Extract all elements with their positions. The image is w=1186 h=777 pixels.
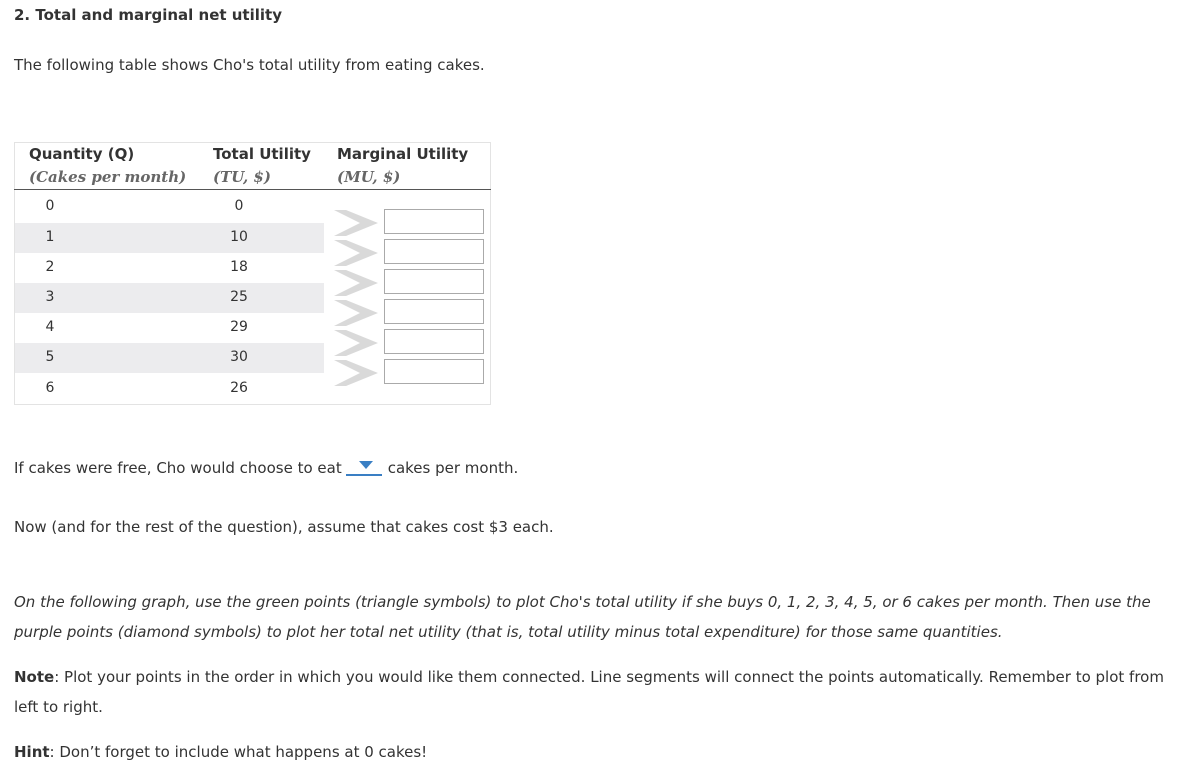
marginal-utility-input-4[interactable] [384,299,484,324]
chevron-right-icon [334,328,380,358]
header-total-utility: Total Utility [213,145,311,163]
total-utility-cell: 30 [230,349,248,365]
quantity-cell: 0 [45,198,55,214]
marginal-utility-input-2[interactable] [384,239,484,264]
total-utility-cell: 29 [230,319,248,335]
cost-text: Now (and for the rest of the question), assume that cakes cost $3 each. [14,518,554,536]
free-question-after: cakes per month. [387,459,519,477]
header-divider [14,189,491,190]
question-title: 2. Total and marginal net utility [14,6,282,24]
cakes-dropdown[interactable] [346,458,382,476]
chevron-right-icon [334,358,380,388]
total-utility-cell: 10 [230,229,248,245]
note-text [14,662,1174,722]
total-utility-cell: 18 [230,259,248,275]
chevron-right-icon [334,298,380,328]
marginal-utility-input-6[interactable] [384,359,484,384]
total-utility-cell: 25 [230,289,248,305]
quantity-cell: 6 [45,380,55,396]
free-cakes-question [14,458,1174,477]
hint-text [14,737,1174,767]
quantity-cell: 2 [45,259,55,275]
graph-instructions: On the following graph, use the green points (triangle symbols) to plot Cho's total utility if she buys 0, 1, 2, 3, 4, 5, or 6 cakes per month. Then use the purple points (diamond symbols) to plot her total net utility (that is, total utility minus total expenditure) for those same quantities. [14,593,1151,641]
chevron-right-icon [334,268,380,298]
marginal-utility-input-5[interactable] [384,329,484,354]
quantity-cell: 3 [45,289,55,305]
header-marginal-utility: Marginal Utility [337,145,469,163]
hint-body: : Don’t forget to include what happens at 0 cakes! [49,743,428,761]
header-quantity-unit: (Cakes per month) [29,168,187,186]
total-utility-cell: 0 [234,198,244,214]
note-label: Note [14,668,55,686]
chevron-right-icon [334,238,380,268]
header-total-utility-unit: (TU, $) [213,168,271,186]
note-body: : Plot your points in the order in which you would like them connected. Line segments will connect the points automatically. Remember to plot from left to right. [14,668,1164,716]
quantity-cell: 1 [45,229,55,245]
marginal-utility-input-3[interactable] [384,269,484,294]
caret-down-icon [359,461,373,470]
free-question-before: If cakes were free, Cho would choose to eat [14,459,342,477]
header-quantity: Quantity (Q) [29,145,135,163]
intro-text: The following table shows Cho's total utility from eating cakes. [14,56,485,74]
chevron-right-icon [334,208,380,238]
quantity-cell: 5 [45,349,55,365]
header-marginal-utility-unit: (MU, $) [337,168,401,186]
total-utility-cell: 26 [230,380,248,396]
hint-label: Hint [14,743,50,761]
quantity-cell: 4 [45,319,55,335]
marginal-utility-input-1[interactable] [384,209,484,234]
